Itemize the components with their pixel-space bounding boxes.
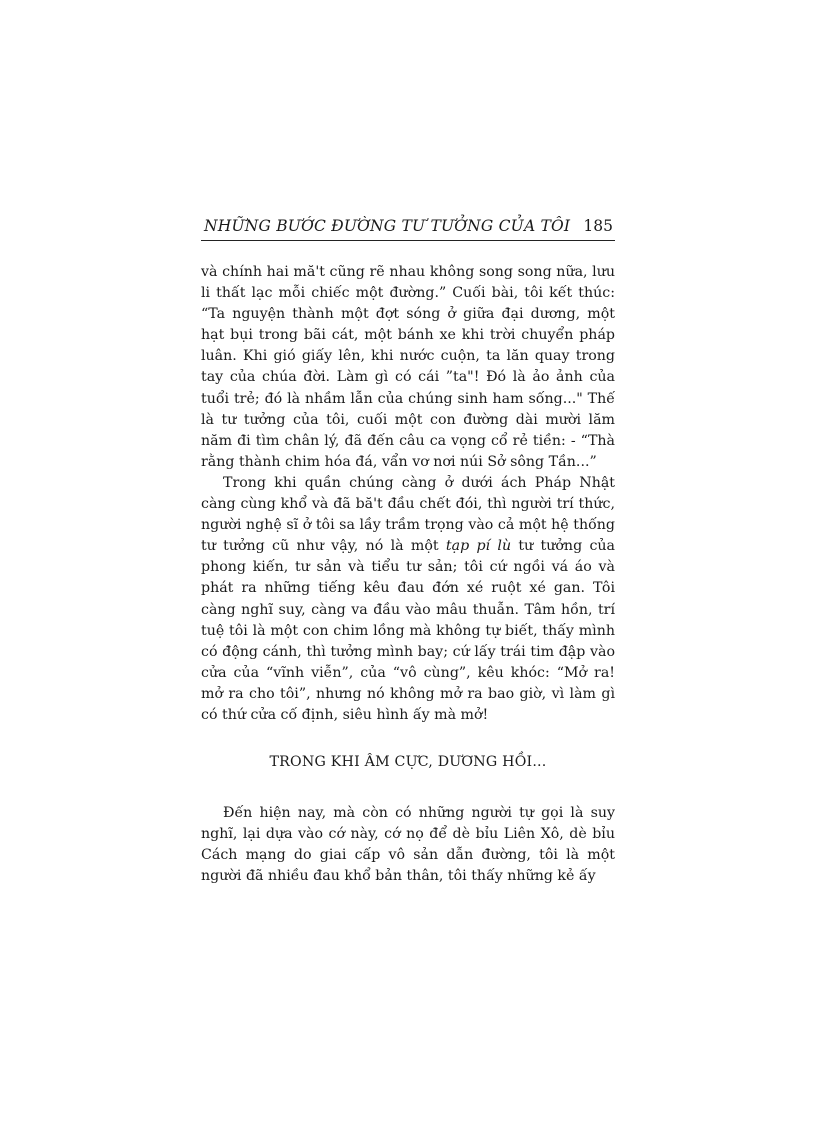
paragraph-2-part-2: tư tưởng của phong kiến, tư sản và tiểu tư sản; tôi cứ ngồi vá áo và phát ra những tiếng kêu đau đớn xé ruột xé gan. Tôi càng nghĩ suy, càng va đầu vào mâu thuẫn. Tâm hồn, trí tuệ tôi là một con chim lồng mà không tự biết, thấy mình có động cánh, thì tưởng mình bay; cứ lấy trái tim đập vào cửa của “vĩnh viễn”, của “vô cùng”, kêu khóc: “Mở ra! mở ra cho tôi”, nhưng nó không mở ra bao giờ, vì làm gì có thứ cửa cố định, siêu hình ấy mà mở!	[201, 538, 616, 723]
running-header	[201, 216, 615, 241]
running-title: NHỮNG BƯỚC ĐƯỜNG TƯ TƯỞNG CỦA TÔI	[204, 217, 571, 235]
section-heading: TRONG KHI ÂM CỰC, DƯƠNG HỒI...	[269, 754, 547, 771]
paragraph-2-part-1: Trong khi quần chúng càng ở dưới ách Pháp Nhật càng cùng khổ và đã bă't đầu chết đói, thì người trí thức, người nghệ sĩ ở tôi sa lầy trầm trọng vào cả một hệ thống tư tưởng cũ như vậy, nó là một	[201, 474, 615, 555]
page-number: 185	[583, 217, 613, 235]
paragraph-2	[201, 473, 615, 726]
italic-phrase: tạp pí lù	[445, 538, 512, 555]
paragraph-3: Đến hiện nay, mà còn có những người tự gọi là suy nghĩ, lại dựa vào cớ này, cớ nọ để dè bỉu Liên Xô, dè bỉu Cách mạng do giai cấp vô sản dẫn đường, tôi là một người đã nhiều đau khổ bản thân, tôi thấy những kẻ ấy	[201, 805, 615, 885]
body-text	[201, 262, 615, 888]
paragraph-1: và chính hai mă't cũng rẽ nhau không song song nữa, lưu li thất lạc mỗi chiếc một đường.” Cuối bài, tôi kết thúc: “Ta nguyện thành một đợt sóng ở giữa đại dương, một hạt bụi trong bãi cát, một bánh xe khi trời chuyển pháp luân. Khi gió giấy lên, khi nước cuộn, ta lăn quay trong tay của chúa đời. Làm gì có cái ”ta"! Đó là ảo ảnh của tuổi trẻ; đó là nhầm lẫn của chúng sinh ham sống..." Thế là tư tưởng của tôi, cuối một con đường dài mười lăm năm đi tìm chân lý, đã đến câu ca vọng cổ rẻ tiền: - “Thà rằng thành chim hóa đá, vẩn vơ nơi núi Sở sông Tần...”	[201, 264, 615, 470]
